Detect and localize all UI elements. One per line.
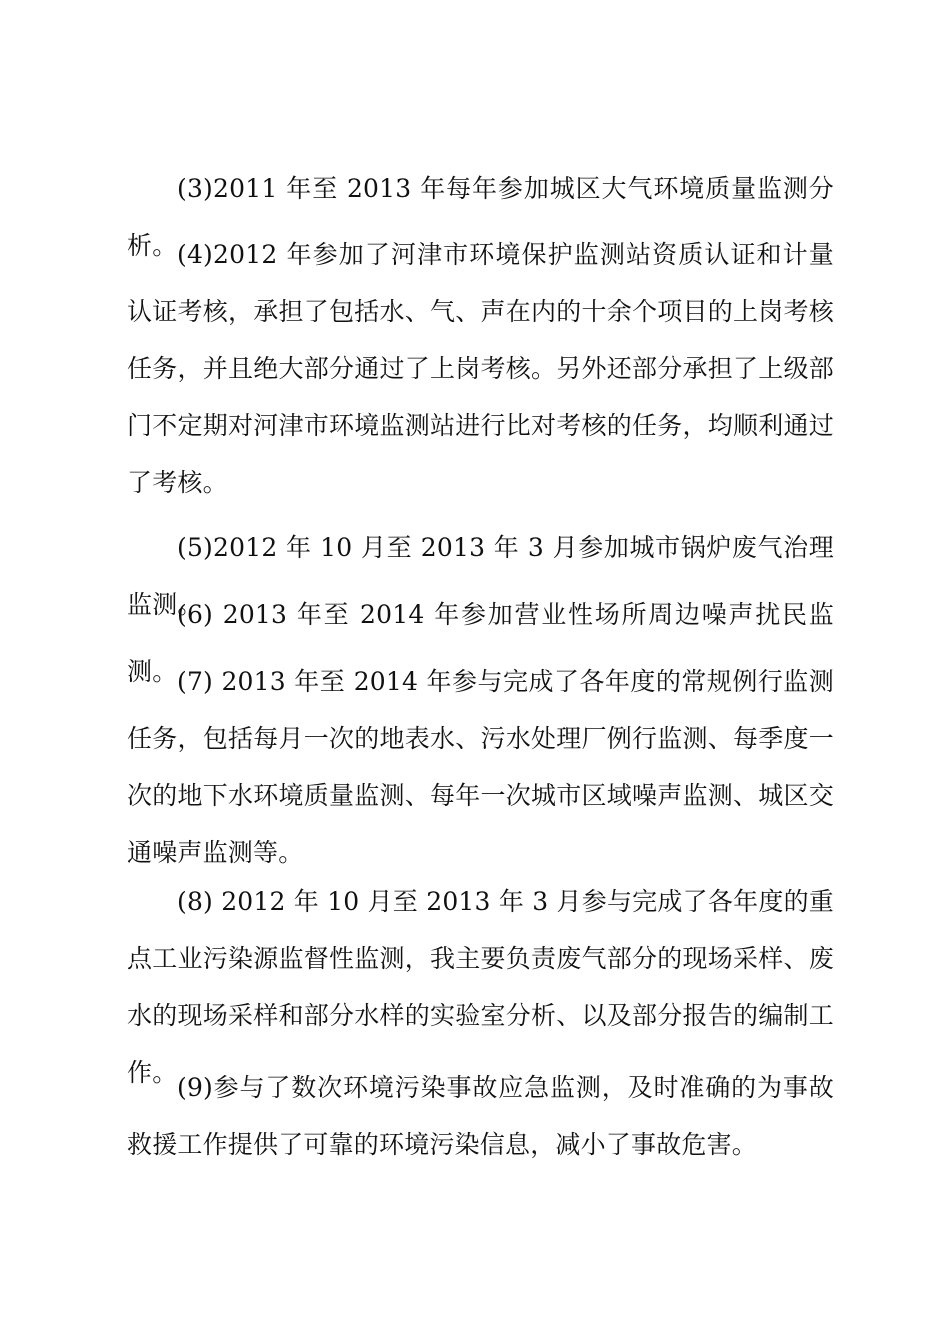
paragraph-item-9: (9)参与了数次环境污染事故应急监测，及时准确的为事故救援工作提供了可靠的环境污染信息，减小了事故危害。	[127, 1073, 834, 1159]
paragraph-item-6: (6) 2013 年至 2014 年参加营业性场所周边噪声扰民监测。	[127, 600, 834, 686]
paragraph-item-7: (7) 2013 年至 2014 年参与完成了各年度的常规例行监测任务，包括每月一次的地表水、污水处理厂例行监测、每季度一次的地下水环境质量监测、每年一次城市区域噪声监测、城区交通噪声监测等。	[127, 667, 834, 867]
paragraph-item-4: (4)2012 年参加了河津市环境保护监测站资质认证和计量认证考核，承担了包括水、气、声在内的十余个项目的上岗考核任务，并且绝大部分通过了上岗考核。另外还部分承担了上级部门不定期对河津市环境监测站进行比对考核的任务，均顺利通过了考核。	[127, 240, 834, 497]
paragraph-item-3: (3)2011 年至 2013 年每年参加城区大气环境质量监测分析。	[127, 174, 834, 260]
paragraph-item-8: (8) 2012 年 10 月至 2013 年 3 月参与完成了各年度的重点工业污染源监督性监测，我主要负责废气部分的现场采样、废水的现场采样和部分水样的实验室分析、以及部分报告的编制工作。	[127, 887, 834, 1087]
paragraph-item-5: (5)2012 年 10 月至 2013 年 3 月参加城市锅炉废气治理监测。	[127, 533, 834, 619]
